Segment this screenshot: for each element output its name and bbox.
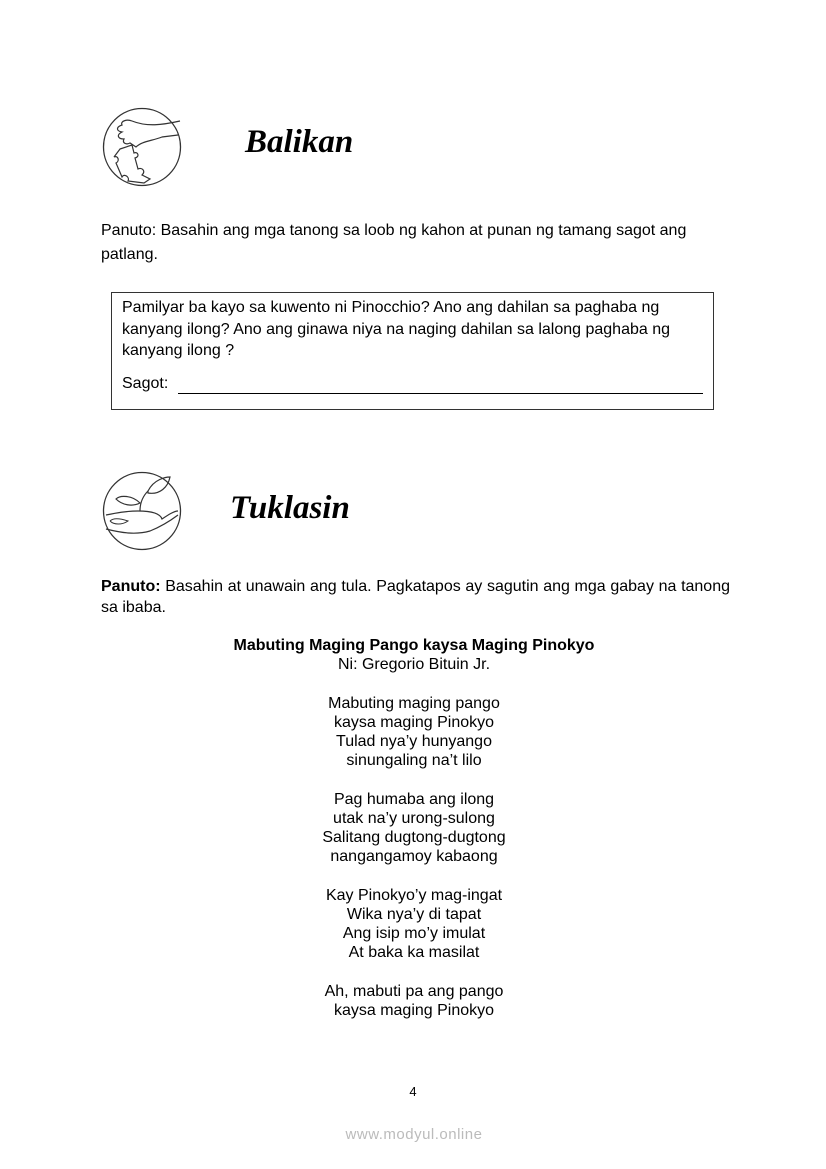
poem-stanza bbox=[0, 694, 826, 771]
poem-line: Kay Pinokyo’y mag-ingat bbox=[325, 886, 503, 904]
poem-line: kaysa maging Pinokyo bbox=[333, 713, 495, 731]
answer-label: Sagot: bbox=[122, 374, 169, 392]
poem-line: nangangamoy kabaong bbox=[330, 848, 498, 866]
watermark: www.modyul.online bbox=[345, 1126, 483, 1143]
tuklasin-heading: Tuklasin bbox=[230, 490, 350, 526]
poem-line: Tulad nya’y hunyango bbox=[336, 733, 492, 750]
poem-line: Wika nya’y di tapat bbox=[346, 905, 482, 923]
poem-line: Mabuting maging pango bbox=[328, 694, 500, 712]
poem-author: Ni: Gregorio Bituin Jr. bbox=[337, 656, 491, 674]
poem-stanza bbox=[0, 982, 826, 1020]
question-text: Pamilyar ba kayo sa kuwento ni Pinocchio? Ano ang dahilan sa paghaba ng kanyang ilong? Ano ang ginawa niya na naging dahilan sa lalong paghaba ng kanyang ilong ? bbox=[122, 299, 671, 359]
hand-seedling-icon bbox=[102, 471, 182, 551]
poem-line: Salitang dugtong-dugtong bbox=[322, 829, 506, 846]
balikan-heading: Balikan bbox=[245, 124, 354, 160]
tuklasin-instruction bbox=[101, 576, 730, 618]
poem-stanza bbox=[0, 790, 826, 867]
page-number: 4 bbox=[409, 1084, 417, 1099]
poem-stanza bbox=[0, 886, 826, 963]
instruction-text: Basahin at unawain ang tula. Pagkatapos ay sagutin ang mga gabay na tanong sa ibaba. bbox=[101, 578, 730, 616]
poem-line: Ah, mabuti pa ang pango bbox=[324, 982, 504, 1000]
poem-line: Pag humaba ang ilong bbox=[333, 790, 495, 808]
poem-title: Mabuting Maging Pango kaysa Maging Pinokyo bbox=[233, 637, 595, 654]
answer-row bbox=[122, 373, 703, 395]
hand-puzzle-icon bbox=[102, 107, 182, 187]
instruction-label: Panuto: bbox=[101, 578, 161, 595]
poem-line: sinungaling na’t lilo bbox=[346, 752, 482, 770]
poem-line: Ang isip mo’y imulat bbox=[342, 925, 486, 942]
answer-blank[interactable] bbox=[178, 379, 703, 394]
question-box bbox=[111, 292, 714, 410]
poem-line: At baka ka masilat bbox=[348, 944, 480, 962]
poem-line: utak na’y urong-sulong bbox=[333, 809, 495, 827]
poem-line: kaysa maging Pinokyo bbox=[333, 1001, 495, 1019]
balikan-instruction: Panuto: Basahin ang mga tanong sa loob ng kahon at punan ng tamang sagot ang patlang. bbox=[101, 222, 687, 263]
poem bbox=[0, 636, 826, 1039]
